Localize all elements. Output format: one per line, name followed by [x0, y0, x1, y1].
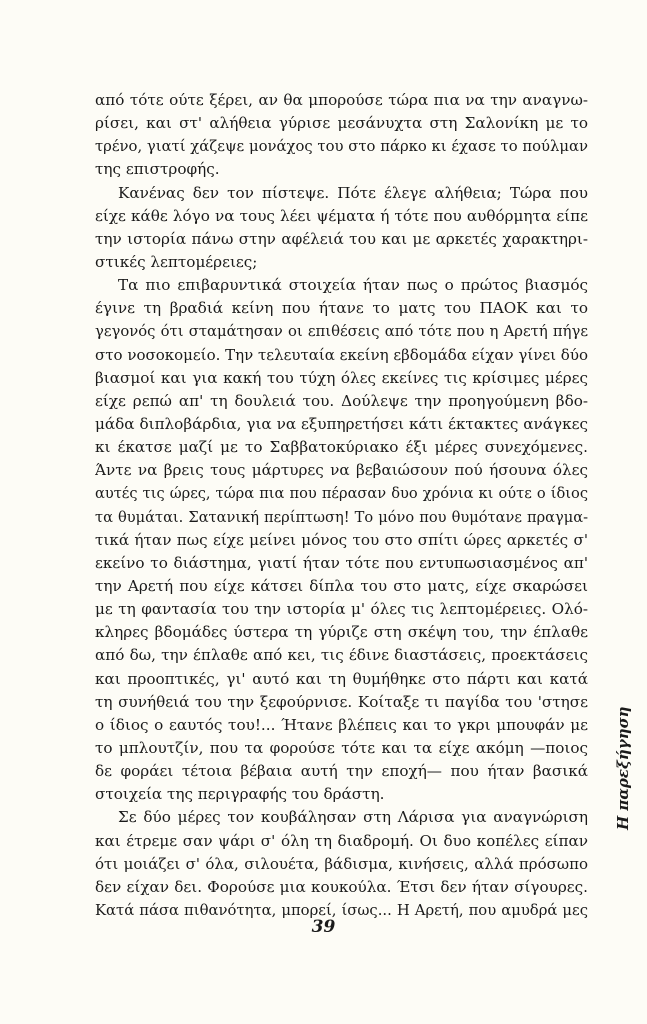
- text-line: είχε ρεπώ απ' τη δουλειά του. Δούλεψε την προηγούμενη βδο-: [95, 391, 588, 410]
- text-line: με τη φαντασία του την ιστορία μ' όλες τις λεπτομέρειες. Ολό-: [95, 600, 588, 619]
- text-line: ότι μοιάζει σ' όλα, σιλουέτα, βάδισμα, κινήσεις, αλλά πρόσωπο: [95, 854, 588, 873]
- text-line: Σε δύο μέρες τον κουβάλησαν στη Λάρισα για αναγνώριση: [118, 808, 588, 827]
- text-line: από δω, την έπλαθε από κει, τις έδινε διαστάσεις, προεκτάσεις: [95, 646, 588, 665]
- text-line: στοιχεία της περιγραφής του δράστη.: [95, 785, 385, 804]
- text-line: Κατά πάσα πιθανότητα, μπορεί, ίσως... Η Αρετή, που αμυδρά μες: [95, 901, 588, 919]
- text-line: την ιστορία πάνω στην αφέλειά του και με αρκετές χαρακτηρι-: [95, 229, 588, 248]
- text-line: κληρες βδομάδες ύστερα τη γύριζε στη σκέψη του, την έπλαθε: [95, 623, 588, 642]
- text-line: γεγονός ότι σταμάτησαν οι επιθέσεις από τότε που η Αρετή πήγε: [95, 323, 588, 341]
- text-line: μάδα διπλοβάρδια, για να εξυπηρετήσει κάτι έκτακτες ανάγκες: [95, 414, 588, 433]
- text-line: της επιστροφής.: [95, 160, 220, 179]
- running-title: Η παρεξήγηση: [614, 706, 632, 830]
- text-line: τικά ήταν πως είχε μείνει μόνος του στο σπίτι ώρες αρκετές σ': [95, 530, 588, 549]
- text-line: ρίσει, και στ' αλήθεια γύρισε μεσάνυχτα στη Σαλονίκη με το: [95, 114, 588, 133]
- text-line: είχε κάθε λόγο να τους λέει ψέματα ή τότε που αυθόρμητα είπε: [95, 206, 588, 225]
- text-line: κι έκατσε μαζί με το Σαββατοκύριακο έξι μέρες συνεχόμενες.: [95, 438, 588, 457]
- page-number: 39: [311, 917, 336, 937]
- text-line: την Αρετή που είχε κάτσει δίπλα του στο ματς, είχε σκαρώσει: [95, 576, 588, 595]
- text-line: στικές λεπτομέρειες;: [95, 252, 258, 271]
- text-line: και έτρεμε σαν ψάρι σ' όλη τη διαδρομή. Οι δυο κοπέλες είπαν: [95, 831, 588, 850]
- text-line: τρένο, γιατί χάζεψε μονάχος του στο πάρκο κι έχασε το πούλμαν: [95, 138, 588, 156]
- text-line: δε φοράει τέτοια βέβαια αυτή την εποχή— που ήταν βασικά: [95, 762, 588, 781]
- text-line: στο νοσοκομείο. Την τελευταία εκείνη εβδομάδα είχαν γίνει δύο: [95, 345, 588, 364]
- text-line: Τα πιο επιβαρυντικά στοιχεία ήταν πως ο πρώτος βιασμός: [118, 276, 588, 295]
- text-line: έγινε τη βραδιά κείνη που ήτανε το ματς του ΠΑΟΚ και το: [95, 299, 588, 318]
- text-line: και προοπτικές, γι' αυτό και τη θυμήθηκε στο πάρτι και κατά: [95, 669, 588, 688]
- body-text: [95, 89, 588, 922]
- text-line: τα θυμάται. Σατανική περίπτωση! Το μόνο που θυμότανε πραγμα-: [95, 508, 588, 526]
- text-line: το μπλουτζίν, που τα φορούσε τότε και τα είχε ακόμη —ποιος: [95, 738, 588, 757]
- text-line: βιασμοί και για κακή του τύχη όλες εκείνες τις κρίσιμες μέρες: [95, 368, 588, 387]
- text-line: Κανένας δεν τον πίστεψε. Πότε έλεγε αλήθεια; Τώρα που: [118, 183, 588, 202]
- text-line: ο ίδιος ο εαυτός του!... Ήτανε βλέπεις και το γκρι μπουφάν με: [95, 715, 588, 734]
- text-line: τη συνήθειά του την ξεφούρνισε. Κοίταξε τι παγίδα του 'στησε: [95, 692, 588, 711]
- text-line: Άντε να βρεις τους μάρτυρες να βεβαιώσουν πού ήσουνα όλες: [95, 461, 588, 480]
- text-line: δεν είχαν δει. Φορούσε μια κουκούλα. Έτσι δεν ήταν σίγουρες.: [95, 877, 588, 896]
- text-line: αυτές τις ώρες, τώρα πια που πέρασαν δυο χρόνια κι ούτε ο ίδιος: [95, 485, 588, 503]
- text-line: εκείνο το διάστημα, γιατί ήταν τότε που εντυπωσιασμένος απ': [95, 553, 588, 572]
- text-line: από τότε ούτε ξέρει, αν θα μπορούσε τώρα πια να την αναγνω-: [95, 91, 588, 109]
